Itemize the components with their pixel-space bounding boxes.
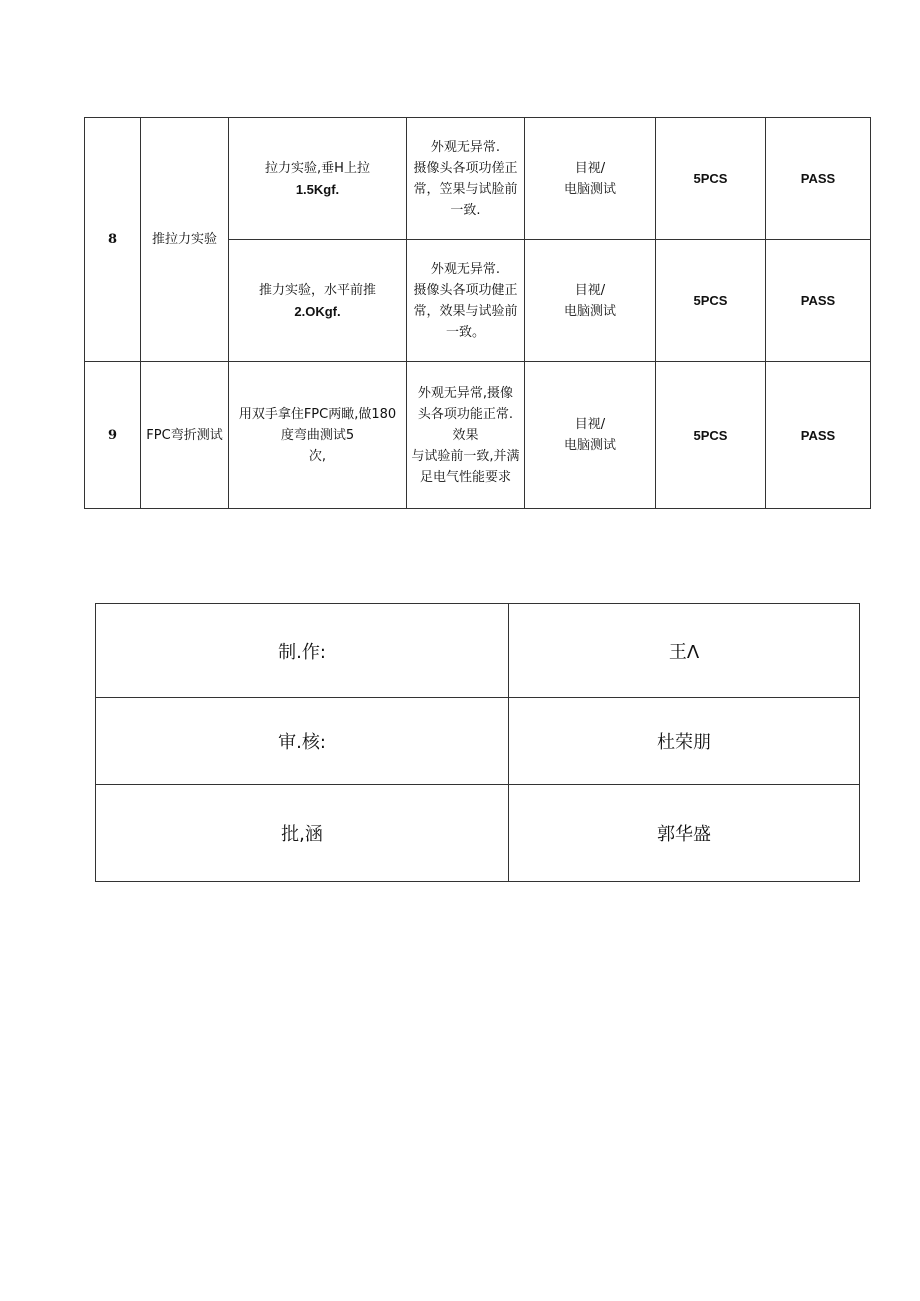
signoff-label: 制.作:: [96, 604, 509, 698]
test-result: PASS: [766, 240, 871, 362]
requirement-line: 摄像头各项功健正: [413, 282, 518, 298]
test-quantity: 5PCS: [656, 240, 766, 362]
signoff-table: [95, 603, 860, 882]
test-inspection: [525, 240, 656, 362]
method-line: 度弯曲测试5: [280, 427, 355, 443]
signoff-name: 郭华盛: [509, 785, 860, 882]
test-requirement: [407, 362, 525, 509]
requirement-line: 头各项功能正常.: [417, 406, 514, 422]
method-line: 2.OKgf.: [294, 303, 341, 319]
signoff-label: 审.核:: [96, 698, 509, 785]
test-item: FPC弯折测试: [141, 362, 229, 509]
test-quantity: 5PCS: [656, 362, 766, 509]
test-inspection: [525, 362, 656, 509]
test-result: PASS: [766, 362, 871, 509]
test-result: PASS: [766, 118, 871, 240]
requirement-line: 与试验前一致,并满: [411, 448, 520, 464]
inspection-line: 电脑测试: [563, 438, 616, 453]
test-requirement: [407, 240, 525, 362]
requirement-line: 足电气性能要求: [419, 469, 511, 485]
requirement-line: 效果: [452, 427, 479, 443]
test-inspection: [525, 118, 656, 240]
signoff-name: 王Λ: [509, 604, 860, 698]
test-item: 推拉力实验: [141, 118, 229, 362]
requirement-line: 一致.: [450, 202, 481, 218]
test-method: [229, 118, 407, 240]
method-line: 1.5Kgf.: [295, 181, 340, 197]
signoff-label: 批,涵: [96, 785, 509, 882]
requirement-line: 外观无异常,摄像: [417, 385, 514, 401]
test-quantity: 5PCS: [656, 118, 766, 240]
table-row: [85, 118, 871, 240]
method-line: 推力实验，水平前推: [258, 282, 376, 298]
test-number: 8: [85, 118, 141, 362]
requirement-line: 一致。: [445, 324, 485, 340]
method-line: 次,: [308, 448, 327, 464]
table-row: [85, 362, 871, 509]
inspection-line: 目视/: [574, 160, 606, 176]
inspection-line: 目视/: [574, 282, 606, 298]
requirement-line: 外观无异常.: [430, 261, 501, 277]
signoff-row: [96, 785, 860, 882]
method-line: 用双手拿住FPC两瞰,做180: [238, 406, 397, 422]
inspection-line: 目视/: [574, 417, 606, 432]
requirement-line: 外观无异常.: [430, 139, 501, 155]
requirement-line: 常，效果与试验前: [413, 303, 518, 319]
requirement-line: 摄像头各项功傞正: [413, 160, 518, 176]
test-method: [229, 240, 407, 362]
test-requirement: [407, 118, 525, 240]
method-line: 拉力实验,垂H上拉: [265, 160, 370, 176]
inspection-line: 电脑测试: [563, 181, 616, 197]
signoff-row: [96, 698, 860, 785]
inspection-line: 电脑测试: [563, 303, 616, 319]
requirement-line: 常，笠果与试脸前: [413, 181, 518, 197]
test-table: [84, 117, 871, 509]
signoff-name: 杜荣朋: [509, 698, 860, 785]
signoff-row: [96, 604, 860, 698]
test-number: 9: [85, 362, 141, 509]
test-method: [229, 362, 407, 509]
